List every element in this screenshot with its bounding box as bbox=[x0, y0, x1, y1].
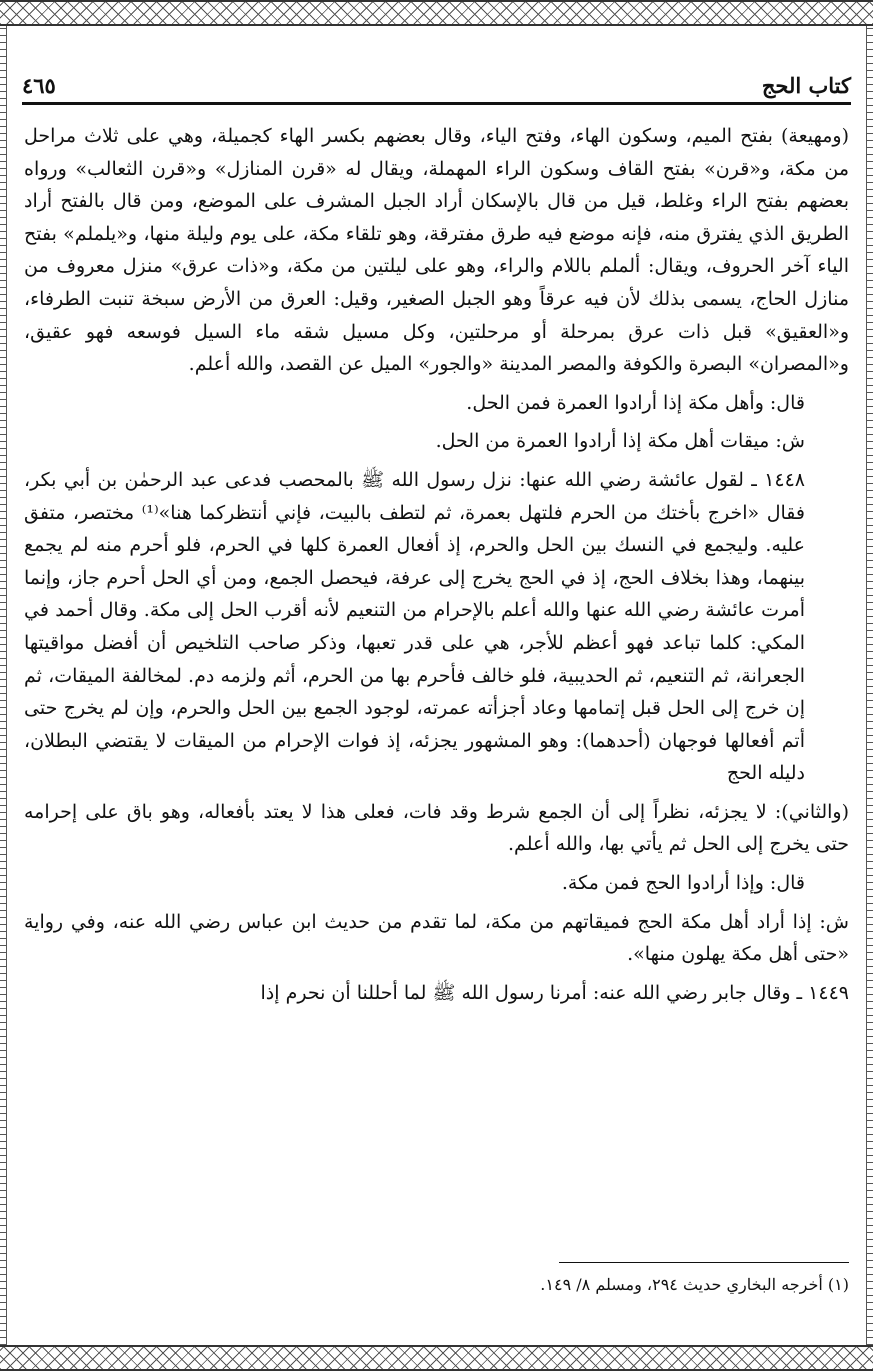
decorative-border-bottom bbox=[0, 1345, 873, 1371]
paragraph: قال: وإذا أرادوا الحج فمن مكة. bbox=[561, 872, 805, 895]
paragraph: (والثاني): لا يجزئه، نظراً إلى أن الجمع شرط وقد فات، فعلى هذا لا يعتد بأفعاله، وهو باق على إحرامه حتى يخرج إلى الحل ثم يأتي بها، والله أعلم. bbox=[24, 800, 849, 856]
paragraph: قال: وأهل مكة إذا أرادوا العمرة فمن الحل. bbox=[466, 391, 805, 414]
paragraph: ش: ميقات أهل مكة إذا أرادوا العمرة من الحل. bbox=[435, 430, 805, 453]
paragraph: ش: إذا أراد أهل مكة الحج فميقاتهم من مكة، لما تقدم من حديث ابن عباس رضي الله عنه، وفي رواية «حتى أهل مكة يهلون منها». bbox=[24, 910, 849, 966]
decorative-border-right bbox=[866, 26, 873, 1345]
chapter-title: كتاب الحج bbox=[761, 73, 851, 98]
footnote-divider bbox=[559, 1262, 849, 1263]
footnote: (١) أخرجه البخاري حديث ٢٩٤، ومسلم ٨/ ١٤٩. bbox=[540, 1275, 849, 1294]
paragraph: ١٤٤٩ ـ وقال جابر رضي الله عنه: أمرنا رسول الله ﷺ لما أحللنا أن نحرم إذا bbox=[260, 981, 849, 1004]
decorative-border-left bbox=[0, 26, 7, 1345]
main-text bbox=[24, 120, 849, 1015]
decorative-border-top bbox=[0, 0, 873, 26]
page-header bbox=[22, 58, 851, 105]
page-number: ٤٦٥ bbox=[22, 73, 56, 98]
paragraph: (ومهيعة) بفتح الميم، وسكون الهاء، وفتح الياء، وقال بعضهم بكسر الهاء كجميلة، وهي على ثلاث مراحل من مكة، و«قرن» بفتح القاف وسكون الراء المهملة، ويقال له «قرن المنازل» و«قرن الثعالب» ورواه بعضهم بفتح الراء وغلط، قيل من قال بالإسكان أراد الجبل المشرف على الموضع، ومن قال بالفتح أراد الطريق الذي يفترق منه، فإنه موضع فيه طرق مفترقة، وهو تلقاء مكة، على يوم وليلة منها، و«يلملم» بفتح الياء آخر الحروف، ويقال: ألملم باللام والراء، وهو على ليلتين من مكة، و«ذات عرق» منزل معروف من منازل الحاج، يسمى بذلك لأن فيه عرقاً وهو الجبل الصغير، وقيل: العرق من الأرض سبخة تنبت الطرفاء، و«العقيق» قبل ذات عرق بمرحلة أو مرحلتين، وكل مسيل شقه ماء السيل فوسعه فهو عقيق، و«المصران» البصرة والكوفة والمصر المدينة «والجور» الميل عن القصد، والله أعلم. bbox=[24, 125, 849, 376]
paragraph: ١٤٤٨ ـ لقول عائشة رضي الله عنها: نزل رسول الله ﷺ بالمحصب فدعى عبد الرحمٰن بن أبي بكر، فقال «اخرج بأختك من الحرم فلتهل بعمرة، ثم لتطف بالبيت، فإني أنتظركما هنا»⁽¹⁾ مختصر، متفق عليه. وليجمع في النسك بين الحل والحرم، إذ أفعال العمرة كلها في الحرم، فلو أحرم منه لم يجمع بينهما، وهذا بخلاف الحج، إذ في الحج يخرج إلى عرفة، فيحصل الجمع، ومن أي الحل أحرم جاز، وإنما أمرت عائشة رضي الله عنها والله أعلم بالإحرام من التنعيم لأنه أقرب الحل إلى مكة. وقال أحمد في المكي: كلما تباعد فهو أعظم للأجر، هي على قدر تعبها، وذكر صاحب التلخيص أن أفضل مواقيتها الجعرانة، ثم التنعيم، ثم الحديبية، فلو خالف فأحرم بها من الحرم، أثم ولزمه دم. لمخالفة الميقات، ثم إن خرج إلى الحل قبل إتمامها وعاد أجزأته عمرته، لوجود الجمع بين الحل والحرم، وإن لم يخرج حتى أتم أفعالها فوجهان (أحدهما): وهو المشهور يجزئه، إذ فوات الإحرام من الميقات لا يقتضي البطلان، دليله الحج bbox=[24, 468, 806, 785]
book-page bbox=[12, 26, 861, 1345]
